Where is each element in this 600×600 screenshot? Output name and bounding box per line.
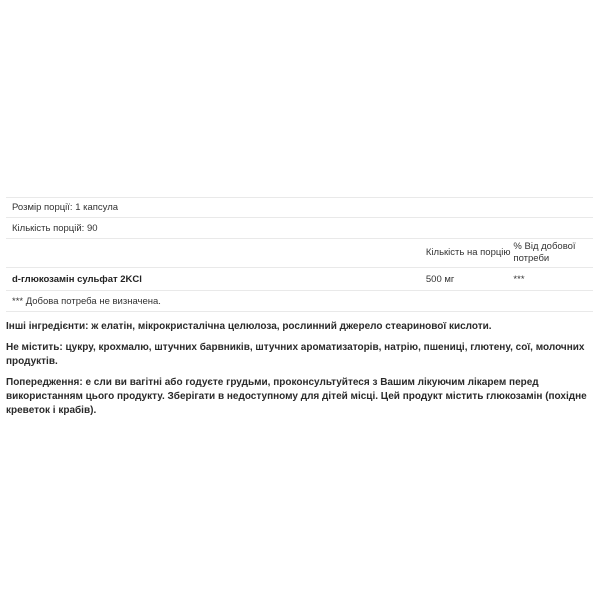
footnote-row: [6, 290, 593, 312]
does-not-contain: Не містить: цукру, крохмалю, штучних барвників, штучних ароматизаторів, натрію, пшениці, глютену, сої, молочних продуктів.: [6, 342, 585, 367]
product-info: [6, 320, 596, 425]
serving-size-row: [6, 197, 593, 217]
ingredient-daily-value: ***: [513, 273, 525, 285]
servings-per-container-row: [6, 217, 593, 238]
warning: Попередження: е сли ви вагітні або годуєте грудьми, проконсультуйтеся з Вашим лікуючим лікарем перед використанням цього продукту. Зберігати в недоступному для дітей місці. Цей продукт містить глюкозамін (похідне креветок і крабів).: [6, 377, 587, 416]
daily-value-footnote: *** Добова потреба не визначена.: [12, 295, 161, 307]
servings-per-container: Кількість порцій: 90: [12, 222, 98, 234]
ingredient-name: d-глюкозамін сульфат 2KCl: [12, 273, 142, 285]
serving-size: Розмір порції: 1 капсула: [12, 202, 119, 213]
table-row: [6, 267, 593, 290]
supplement-facts-table: [6, 197, 593, 312]
header-amount-per-serving: Кількість на порцію: [425, 247, 511, 258]
table-header-row: [6, 238, 593, 267]
header-daily-value: % Від добової потреби: [513, 241, 576, 264]
other-ingredients: Інші інгредієнти: ж елатін, мікрокристалічна целюлоза, рослинний джерело стеаринової кислоти.: [6, 321, 492, 332]
ingredient-amount: 500 мг: [425, 273, 455, 285]
